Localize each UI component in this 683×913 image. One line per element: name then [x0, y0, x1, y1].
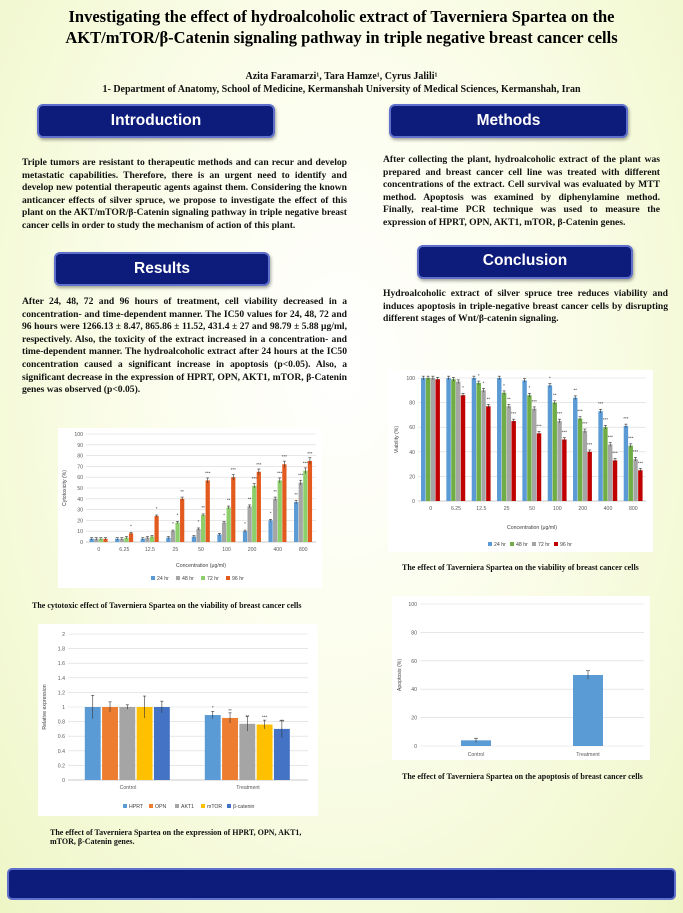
expression-chart	[38, 624, 318, 816]
significance-marker: *	[269, 510, 272, 516]
x-tick-label: 25	[172, 547, 179, 554]
legend-swatch	[176, 576, 180, 580]
x-tick-label: 12.5	[144, 547, 155, 554]
bar-catenin	[154, 707, 170, 780]
legend-swatch	[201, 804, 205, 808]
significance-marker: *	[130, 523, 132, 529]
bar-72hr	[252, 486, 256, 542]
bar-48hr	[196, 529, 200, 542]
bar-24hr	[522, 380, 526, 501]
apoptosis-chart	[392, 596, 650, 760]
bar-48hr	[171, 531, 175, 542]
bar-96hr	[154, 516, 158, 542]
legend-label: AKT1	[181, 804, 194, 810]
significance-marker: **	[228, 707, 232, 713]
x-tick-label: 0	[429, 506, 433, 513]
significance-marker: *	[223, 512, 225, 518]
bar-72hr	[201, 515, 205, 542]
legend-swatch	[510, 542, 514, 546]
x-tick-label: Control	[467, 752, 485, 758]
y-axis-label: Apoptosis (%)	[397, 658, 403, 692]
bar-akt1	[119, 707, 135, 780]
significance-marker: ***	[261, 714, 268, 720]
y-tick-label: 60	[409, 425, 415, 432]
affiliation: 1- Department of Anatomy, School of Medicine, Kermanshah University of Medical Sciences, Kermanshah, Iran	[102, 84, 581, 95]
significance-marker: **	[507, 396, 511, 402]
legend-swatch	[488, 542, 492, 546]
significance-marker: *	[172, 521, 174, 527]
significance-marker: *	[528, 385, 531, 391]
conclusion-header: Conclusion	[417, 245, 633, 279]
y-tick-label: 30	[77, 507, 83, 514]
x-tick-label: 6.25	[119, 547, 130, 554]
y-tick-label: 90	[77, 442, 83, 449]
bar-72hr	[481, 390, 485, 501]
bar-72hr	[175, 523, 179, 542]
significance-marker: ***	[302, 460, 308, 466]
significance-marker: ***	[623, 415, 629, 421]
x-tick-label: 6.25	[450, 506, 462, 513]
legend-label: 72 hr	[538, 542, 550, 548]
significance-marker: ***	[597, 401, 604, 407]
results-header: Results	[54, 252, 270, 286]
y-tick-label: 1.6	[57, 661, 65, 668]
bar-24hr	[472, 378, 476, 501]
bar-72hr	[633, 459, 637, 501]
significance-marker: ***	[536, 423, 542, 429]
footer-bar	[7, 868, 676, 900]
significance-marker: ***	[561, 429, 567, 435]
significance-marker: *	[197, 519, 200, 525]
significance-marker: **	[226, 497, 231, 503]
bar-opn	[222, 718, 238, 780]
y-tick-label: 80	[411, 630, 417, 637]
introduction-header: Introduction	[37, 104, 275, 138]
cytotoxic-caption: The cytotoxic effect of Taverniera Spartea on the viability of breast cancer cells	[32, 601, 302, 610]
legend-swatch	[149, 804, 153, 808]
significance-marker: ***	[607, 434, 613, 440]
significance-marker: ***	[587, 441, 593, 447]
significance-marker: **	[552, 392, 557, 398]
significance-marker: ***	[277, 470, 283, 476]
significance-marker: *	[244, 521, 246, 527]
significance-marker: ***	[279, 718, 285, 724]
x-tick-label: 0	[97, 547, 101, 554]
bar-48hr	[527, 395, 531, 501]
y-tick-label: 2	[62, 632, 65, 638]
y-tick-label: 40	[409, 449, 415, 456]
bar-24hr	[243, 531, 247, 542]
y-tick-label: 0	[80, 540, 83, 546]
y-tick-label: 20	[411, 715, 417, 722]
significance-marker: *	[155, 506, 158, 512]
significance-marker: **	[201, 505, 205, 510]
bar-72hr	[227, 507, 231, 542]
significance-marker: *	[176, 512, 179, 518]
x-tick-label: 200	[247, 547, 257, 554]
bar-hprt	[205, 715, 221, 780]
x-tick-label: 12.5	[476, 506, 487, 513]
y-axis-label: Viability (%)	[394, 425, 400, 454]
legend-swatch	[226, 576, 230, 580]
y-tick-label: 0	[414, 744, 417, 750]
y-tick-label: 1.2	[57, 690, 65, 697]
significance-marker: ***	[632, 449, 639, 455]
significance-marker: *	[462, 385, 464, 391]
significance-marker: *	[477, 372, 480, 378]
significance-marker: **	[180, 488, 184, 494]
bar-opn	[102, 707, 118, 780]
significance-marker: ***	[602, 417, 609, 423]
x-tick-label: 100	[222, 547, 231, 554]
y-tick-label: 1.4	[57, 675, 65, 682]
bar-24hr	[294, 502, 298, 542]
x-axis-label: Concentration (μg/ml)	[507, 525, 557, 531]
significance-marker: ***	[307, 451, 313, 456]
y-tick-label: 0.4	[57, 748, 65, 755]
legend-swatch	[151, 576, 155, 580]
title-line-1: Investigating the effect of hydroalcoholic extract of Taverniera Spartea on the	[68, 7, 615, 26]
legend-label: OPN	[155, 804, 167, 810]
bar-72hr	[507, 406, 511, 501]
legend-swatch	[123, 804, 127, 808]
legend-label: 48 hr	[182, 576, 194, 582]
y-tick-label: 20	[77, 518, 83, 525]
significance-marker: ***	[281, 454, 288, 460]
x-tick-label: 50	[198, 547, 204, 554]
y-tick-label: 0	[412, 499, 415, 505]
x-tick-label: 25	[503, 506, 510, 513]
significance-marker: ***	[230, 467, 236, 473]
x-tick-label: 400	[273, 547, 282, 554]
bar-24hr	[548, 385, 552, 501]
x-tick-label: 200	[578, 506, 587, 513]
significance-marker: **	[245, 713, 250, 719]
y-tick-label: 40	[77, 496, 83, 503]
legend-swatch	[532, 542, 536, 546]
y-tick-label: 50	[77, 486, 83, 492]
legend-swatch	[227, 804, 231, 808]
significance-marker: **	[247, 496, 252, 502]
y-tick-label: 80	[409, 400, 415, 407]
bar-72hr	[303, 471, 307, 542]
bar-48hr	[578, 419, 582, 501]
x-axis-label: Concentration (μg/ml)	[176, 563, 226, 569]
significance-marker: **	[294, 492, 298, 498]
y-tick-label: 70	[77, 464, 83, 471]
significance-marker: ***	[298, 472, 304, 478]
expression-caption: The effect of Taverniera Spartea on the expression of HPRT, OPN, AKT1, mTOR, β-Catenin genes.	[50, 828, 302, 846]
significance-marker: ***	[628, 435, 634, 441]
poster-title	[20, 6, 663, 48]
significance-marker: *	[549, 375, 551, 381]
bar-96hr	[537, 433, 541, 501]
bar-24hr	[268, 520, 272, 542]
bar-treatment	[573, 675, 603, 746]
legend-label: 24 hr	[494, 542, 506, 548]
bar-96hr	[435, 379, 439, 501]
y-axis-label: Relative expression	[42, 684, 48, 730]
bar-mtor	[257, 725, 273, 780]
x-tick-label: Treatment	[236, 785, 260, 792]
bar-72hr	[456, 382, 460, 501]
significance-marker: ***	[637, 460, 643, 466]
bar-96hr	[562, 440, 566, 502]
bar-24hr	[497, 378, 501, 501]
legend-label: 96 hr	[232, 576, 244, 582]
y-tick-label: 0.2	[57, 763, 65, 770]
significance-marker: ***	[556, 411, 563, 417]
y-tick-label: 100	[408, 602, 417, 608]
authors: Azita Faramarzi¹, Tara Hamze¹, Cyrus Jalili¹	[245, 71, 438, 82]
x-tick-label: Control	[119, 785, 137, 792]
bar-48hr	[273, 499, 277, 542]
x-tick-label: 800	[298, 547, 308, 554]
y-tick-label: 100	[74, 432, 83, 438]
viability-caption: The effect of Taverniera Spartea on the viability of breast cancer cells	[402, 563, 639, 572]
bar-96hr	[282, 464, 286, 542]
bar-48hr	[299, 483, 303, 542]
x-tick-label: 800	[629, 506, 638, 513]
significance-marker: ***	[256, 461, 262, 467]
bar-96hr	[308, 461, 312, 542]
legend-label: 72 hr	[207, 576, 219, 582]
significance-marker: **	[273, 488, 277, 494]
significance-marker: **	[486, 396, 491, 402]
bar-akt1	[239, 724, 255, 780]
significance-marker: *	[503, 382, 505, 388]
legend-swatch	[175, 804, 179, 808]
y-tick-label: 40	[411, 687, 417, 694]
methods-header: Methods	[389, 104, 628, 138]
y-tick-label: 1.8	[57, 646, 65, 653]
bar-48hr	[553, 403, 557, 501]
significance-marker: ***	[577, 408, 583, 414]
y-tick-label: 100	[406, 376, 415, 382]
legend-label: 48 hr	[516, 542, 528, 548]
legend-label: 96 hr	[560, 542, 572, 548]
significance-marker: **	[573, 387, 578, 393]
y-tick-label: 60	[77, 475, 83, 482]
bar-48hr	[502, 393, 506, 501]
y-tick-label: 20	[409, 474, 415, 481]
y-tick-label: 0	[62, 778, 65, 784]
significance-marker: *	[211, 705, 214, 711]
bar-mtor	[137, 707, 153, 780]
legend-label: mTOR	[207, 804, 223, 810]
bar-48hr	[426, 378, 430, 501]
cytotoxicity-chart	[58, 428, 322, 588]
results-text: After 24, 48, 72 and 96 hours of treatment, cell viability decreased in a concentration- and time-dependent manner. The IC50 values for 24, 48, 72 and 96 hours were 1266.13 ± 8.47, 865.86 ± 11.52, 431.4 ± 27 and 98.79 ± 5.88 μg/ml, respectively. Also, the toxicity of the extract increased in a concentration- and time-dependent manner. The hydroalcoholic extract after 24 hours at the IC50 concentration caused a significant increase in apoptosis (p<0.05). Also, a significant decrease in the expression of HPRT, OPN, AKT1, mTOR, β-Catenin genes was observed (p<0.05).	[22, 296, 347, 396]
viability-chart	[388, 370, 653, 552]
y-tick-label: 60	[411, 658, 417, 665]
y-tick-label: 80	[77, 453, 83, 460]
bar-96hr	[511, 421, 515, 501]
legend-swatch	[554, 542, 558, 546]
bar-96hr	[129, 533, 133, 542]
x-tick-label: 400	[603, 506, 613, 513]
y-tick-label: 10	[77, 529, 83, 536]
significance-marker: ***	[251, 475, 257, 481]
bar-24hr	[217, 534, 221, 542]
y-tick-label: 0.6	[57, 734, 65, 741]
y-tick-label: 1	[62, 705, 65, 711]
x-tick-label: 100	[553, 506, 562, 513]
bar-96hr	[638, 470, 642, 501]
bar-24hr	[421, 378, 425, 501]
bar-96hr	[461, 395, 465, 501]
significance-marker: ***	[205, 470, 211, 476]
x-tick-label: 50	[529, 506, 535, 513]
bar-96hr	[613, 460, 617, 501]
y-axis-label: Cytotoxicity (%)	[62, 469, 68, 507]
title-line-2: AKT/mTOR/β-Catenin signaling pathway in triple negative breast cancer cells	[65, 28, 618, 47]
bar-48hr	[477, 383, 481, 501]
bar-24hr	[598, 411, 602, 501]
significance-marker: ***	[511, 411, 517, 417]
bar-72hr	[278, 480, 282, 542]
bar-24hr	[446, 378, 450, 501]
significance-marker: ***	[531, 398, 537, 404]
bar-96hr	[206, 480, 210, 542]
bar-48hr	[248, 506, 252, 542]
bar-96hr	[486, 406, 490, 501]
legend-label: HPRT	[129, 804, 144, 810]
bar-96hr	[180, 499, 184, 542]
x-tick-label: Treatment	[576, 752, 600, 758]
bar-48hr	[222, 523, 226, 542]
bar-96hr	[257, 472, 261, 542]
significance-marker: ***	[582, 420, 588, 426]
significance-marker: ***	[612, 450, 618, 456]
legend-label: β-catenin	[233, 804, 255, 810]
bar-48hr	[451, 379, 455, 501]
conclusion-text: Hydroalcoholic extract of silver spruce tree reduces viability and induces apoptosis in triple-negative breast cancer cells by disrupting different stages of Wnt/β-catenin signaling.	[383, 288, 668, 325]
apoptosis-caption: The effect of Taverniera Spartea on the apoptosis of breast cancer cells	[402, 772, 643, 781]
significance-marker: *	[482, 380, 485, 386]
bar-96hr	[587, 452, 591, 501]
legend-label: 24 hr	[157, 576, 169, 582]
legend-swatch	[201, 576, 205, 580]
introduction-text: Triple tumors are resistant to therapeutic methods and can recur and develop metastatic capabilities. Therefore, there is an urgent need to identify and develop new potential therapeutic agents against them. Considering the known anticancer effects of silver spruce, we propose to investigate the effect of this plant on the AKT/mTOR/β-Catenin signaling pathway in triple negative breast cancer cells in order to study the mechanism of action of this plant.	[22, 157, 347, 231]
bar-96hr	[231, 477, 235, 542]
y-tick-label: 0.8	[57, 719, 65, 726]
methods-text: After collecting the plant, hydroalcoholic extract of the plant was prepared and breast cancer cell line was treated with different concentrations of the extract. Cell survival was evaluated by MTT method. Apoptosis was examined by diphenylamine method. Finally, real-time PCR technique was used to measure the expression of HPRT, OPN, AKT1, mTOR, β-Catenin genes.	[383, 154, 660, 228]
bar-72hr	[431, 378, 435, 501]
